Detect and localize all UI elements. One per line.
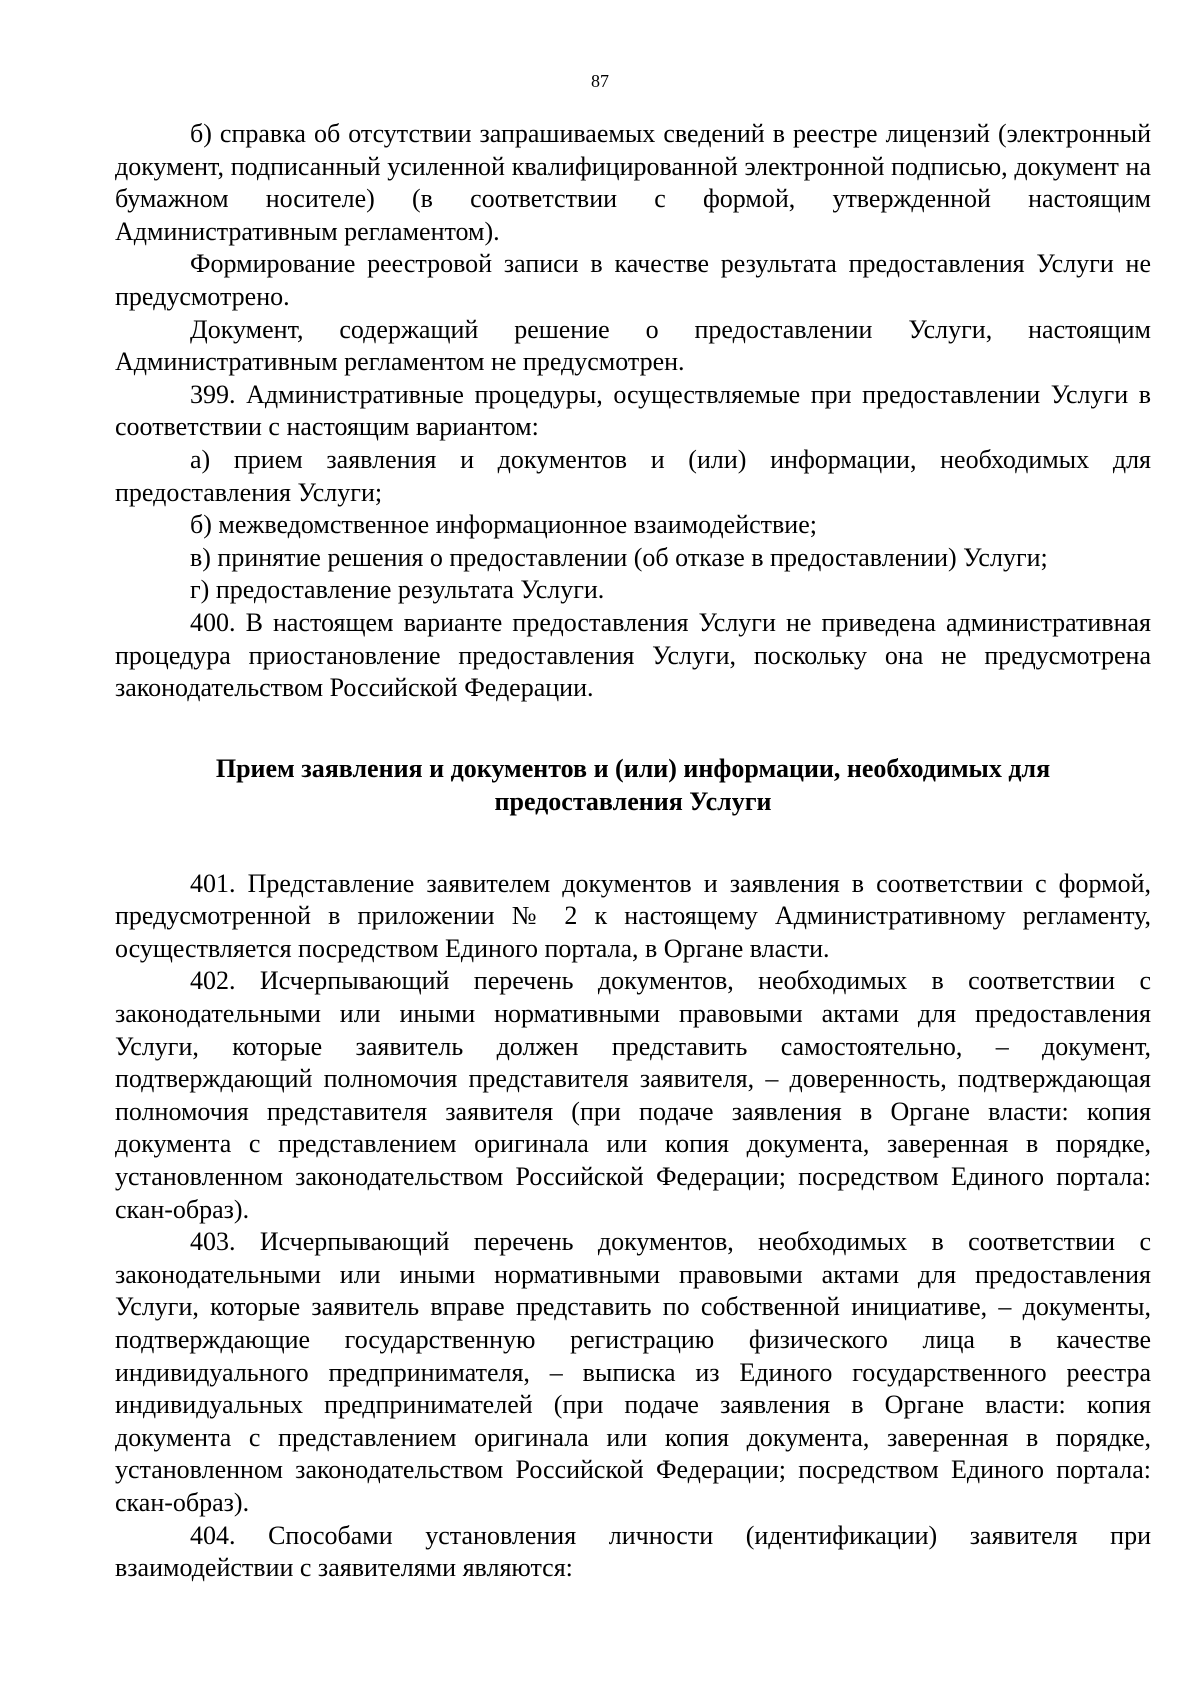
list-item-b: б) межведомственное информационное взаимодействие; xyxy=(190,510,817,540)
paragraph-b-certificate: б) справка об отсутствии запрашиваемых сведений в реестре лицензий (электронный документ, подписанный усиленной квалифицированной электронной подписью, документ на бумажном носителе) (в соответствии с формой, утвержденной настоящим Административным регламентом). xyxy=(115,119,1151,246)
list-item-a: а) прием заявления и документов и (или) информации, необходимых для предоставления Услуги; xyxy=(115,444,1151,507)
section-heading xyxy=(115,752,1151,818)
page-number: 87 xyxy=(591,71,609,91)
document-body xyxy=(115,118,1151,1585)
paragraph-decision-document: Документ, содержащий решение о предоставлении Услуги, настоящим Административным регламентом не предусмотрен. xyxy=(115,314,1151,377)
paragraph-registry-record: Формирование реестровой записи в качестве результата предоставления Услуги не предусмотрено. xyxy=(115,249,1151,311)
paragraph-402: 402. Исчерпывающий перечень документов, необходимых в соответствии с законодательными или иными нормативными правовыми актами для предоставления Услуги, которые заявитель должен представить самостоятельно, – документ, подтверждающий полномочия представителя заявителя, – доверенность, подтверждающая полномочия представителя заявителя (при подаче заявления в Органе власти: копия документа с представлением оригинала или копия документа, заверенная в порядке, установленном законодательством Российской Федерации; посредством Единого портала: скан-образ). xyxy=(115,966,1151,1224)
list-item-g: г) предоставление результата Услуги. xyxy=(190,575,605,605)
paragraph-399: 399. Административные процедуры, осуществляемые при предоставлении Услуги в соответствии с настоящим вариантом: xyxy=(115,379,1151,442)
section-heading-line-2: предоставления Услуги xyxy=(494,786,772,816)
paragraph-400: 400. В настоящем варианте предоставления Услуги не приведена административная процедура приостановление предоставления Услуги, поскольку она не предусмотрена законодательством Российской Федерации. xyxy=(115,607,1151,703)
paragraph-404: 404. Способами установления личности (идентификации) заявителя при взаимодействии с заявителями являются: xyxy=(115,1520,1151,1583)
paragraph-403: 403. Исчерпывающий перечень документов, необходимых в соответствии с законодательными или иными нормативными правовыми актами для предоставления Услуги, которые заявитель вправе представить по собственной инициативе, – документы, подтверждающие государственную регистрацию физического лица в качестве индивидуального предпринимателя, – выписка из Единого государственного реестра индивидуальных предпринимателей (при подаче заявления в Органе власти: копия документа с представлением оригинала или копия документа, заверенная в порядке, установленном законодательством Российской Федерации; посредством Единого портала: скан-образ). xyxy=(115,1227,1151,1517)
paragraph-401: 401. Представление заявителем документов и заявления в соответствии с формой, предусмотренной в приложении № 2 к настоящему Административному регламенту, осуществляется посредством Единого портала, в Органе власти. xyxy=(115,868,1151,963)
section-heading-line-1: Прием заявления и документов и (или) информации, необходимых для xyxy=(215,753,1051,783)
list-item-v: в) принятие решения о предоставлении (об отказе в предоставлении) Услуги; xyxy=(190,542,1048,572)
